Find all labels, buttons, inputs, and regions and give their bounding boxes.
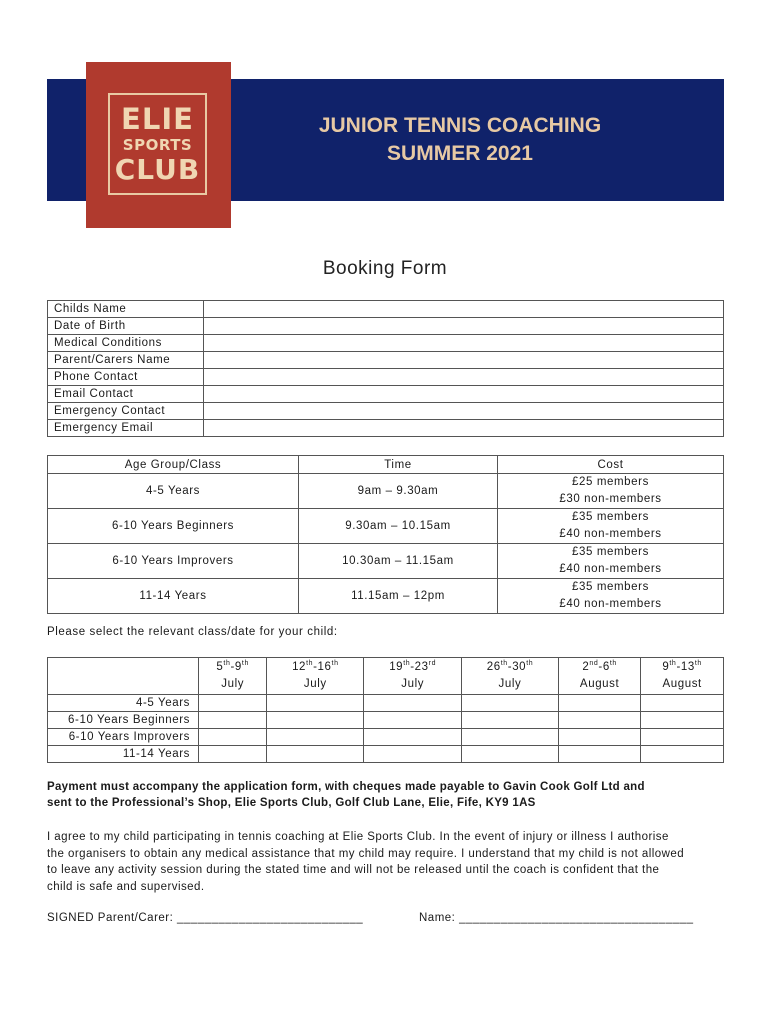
week-month: July (498, 678, 522, 690)
details-row (48, 318, 724, 335)
date-select-cell[interactable] (267, 746, 364, 763)
payment-line: sent to the Professional’s Shop, Elie Sports Club, Golf Club Lane, Elie, Fife, KY9 1AS (47, 797, 536, 809)
logo-text-line2: SPORTS (122, 135, 193, 154)
banner-title (245, 112, 675, 168)
cost-row (48, 544, 724, 579)
cost-group-cell: 6-10 Years Improvers (48, 544, 299, 579)
details-label: Date of Birth (48, 318, 204, 335)
date-select-cell[interactable] (462, 712, 559, 729)
logo-text-line3: CLUB (114, 152, 201, 186)
week-start-suffix: nd (589, 660, 599, 668)
week-end: 9 (234, 661, 242, 673)
week-end-suffix: th (526, 660, 534, 668)
cost-price-cell (498, 544, 724, 579)
week-end-suffix: rd (428, 660, 437, 668)
signed-field[interactable]: SIGNED Parent/Carer: ___________________________ (47, 912, 364, 924)
week-end: 13 (680, 661, 695, 673)
details-row (48, 335, 724, 352)
date-select-cell[interactable] (267, 712, 364, 729)
details-input-cell[interactable] (204, 318, 724, 335)
date-row (48, 729, 724, 746)
week-range: 2nd-6th (582, 660, 617, 673)
date-select-cell[interactable] (364, 695, 462, 712)
date-select-cell[interactable] (641, 746, 724, 763)
week-start-suffix: th (403, 660, 411, 668)
date-select-cell[interactable] (199, 746, 267, 763)
cost-header-row (48, 456, 724, 474)
details-label: Email Contact (48, 386, 204, 403)
date-row-label: 6-10 Years Improvers (48, 729, 199, 746)
week-header (199, 658, 267, 695)
cost-row (48, 474, 724, 509)
week-start: 12 (292, 661, 307, 673)
banner-title-line1: JUNIOR TENNIS COACHING (318, 114, 602, 137)
cost-row (48, 509, 724, 544)
week-end-suffix: th (331, 660, 339, 668)
cost-table (47, 455, 724, 614)
cost-non-members: £40 non-members (559, 563, 662, 575)
cost-members: £35 members (572, 546, 649, 558)
cost-header-group: Age Group/Class (48, 456, 299, 474)
details-label: Medical Conditions (48, 335, 204, 352)
form-title: Booking Form (322, 258, 448, 279)
details-input-cell[interactable] (204, 420, 724, 437)
week-end-suffix: th (241, 660, 249, 668)
details-row (48, 386, 724, 403)
date-select-cell[interactable] (558, 746, 640, 763)
week-end: 16 (317, 661, 332, 673)
date-header-row (48, 658, 724, 695)
details-input-cell[interactable] (204, 403, 724, 420)
date-select-cell[interactable] (199, 729, 267, 746)
cost-members: £35 members (572, 511, 649, 523)
date-select-cell[interactable] (364, 729, 462, 746)
date-select-cell[interactable] (558, 729, 640, 746)
details-input-cell[interactable] (204, 335, 724, 352)
name-field[interactable]: Name: __________________________________ (419, 912, 694, 924)
cost-price-cell (498, 579, 724, 614)
date-select-cell[interactable] (641, 695, 724, 712)
date-selection-table (47, 657, 724, 763)
date-row-label: 4-5 Years (48, 695, 199, 712)
date-select-cell[interactable] (199, 695, 267, 712)
details-row (48, 301, 724, 318)
week-month: July (401, 678, 425, 690)
cost-group-cell: 11-14 Years (48, 579, 299, 614)
details-row (48, 403, 724, 420)
cost-price-cell (498, 474, 724, 509)
cost-header-cost: Cost (498, 456, 724, 474)
details-row (48, 369, 724, 386)
cost-time-cell: 11.15am – 12pm (299, 579, 498, 614)
date-select-cell[interactable] (267, 729, 364, 746)
week-end: 30 (512, 661, 527, 673)
details-label: Phone Contact (48, 369, 204, 386)
week-range: 9th-13th (662, 660, 702, 673)
date-select-cell[interactable] (462, 729, 559, 746)
consent-line: I agree to my child participating in tennis coaching at Elie Sports Club. In the event of injury or illness I authorise (47, 831, 669, 843)
week-start: 5 (216, 661, 224, 673)
week-range: 5th-9th (216, 660, 249, 673)
cost-members: £25 members (572, 476, 649, 488)
cost-time-cell: 9am – 9.30am (299, 474, 498, 509)
logo-text-line1: ELIE (121, 101, 194, 136)
consent-line: the organisers to obtain any medical assistance that my child may require. I understand that my child is not allowed (47, 847, 685, 860)
details-table (47, 300, 724, 437)
date-select-cell[interactable] (641, 729, 724, 746)
cost-time-cell: 10.30am – 11.15am (299, 544, 498, 579)
details-input-cell[interactable] (204, 352, 724, 369)
consent-line: child is safe and supervised. (47, 880, 205, 893)
date-select-cell[interactable] (267, 695, 364, 712)
week-header (267, 658, 364, 695)
consent-text (47, 829, 737, 895)
payment-note (47, 779, 737, 811)
date-row (48, 712, 724, 729)
date-select-cell[interactable] (199, 712, 267, 729)
week-end: 23 (414, 661, 429, 673)
week-start: 2 (582, 661, 590, 673)
week-header (462, 658, 559, 695)
week-header (364, 658, 462, 695)
details-row (48, 420, 724, 437)
cost-non-members: £40 non-members (559, 528, 662, 540)
date-row-label: 11-14 Years (48, 746, 199, 763)
details-label: Emergency Contact (48, 403, 204, 420)
details-input-cell[interactable] (204, 301, 724, 318)
week-header (641, 658, 724, 695)
date-header-corner (48, 658, 199, 695)
cost-non-members: £40 non-members (559, 598, 662, 610)
instruction-text: Please select the relevant class/date for your child: (47, 626, 338, 638)
week-start-suffix: th (500, 660, 508, 668)
week-end: 6 (602, 661, 610, 673)
cost-group-cell: 6-10 Years Beginners (48, 509, 299, 544)
date-select-cell[interactable] (462, 746, 559, 763)
week-month: August (662, 678, 702, 690)
cost-group-cell: 4-5 Years (48, 474, 299, 509)
week-month: July (221, 678, 245, 690)
cost-price-cell (498, 509, 724, 544)
date-select-cell[interactable] (462, 695, 559, 712)
week-start: 19 (389, 661, 404, 673)
cost-members: £35 members (572, 581, 649, 593)
week-end-suffix: th (609, 660, 617, 668)
details-label: Parent/Carers Name (48, 352, 204, 369)
details-label: Emergency Email (48, 420, 204, 437)
date-select-cell[interactable] (558, 695, 640, 712)
logo-frame (108, 93, 207, 195)
cost-row (48, 579, 724, 614)
payment-line: Payment must accompany the application form, with cheques made payable to Gavin Cook Golf Ltd and (47, 781, 645, 793)
week-start-suffix: th (306, 660, 314, 668)
week-month: July (303, 678, 327, 690)
club-logo (86, 62, 231, 228)
banner-title-line2: SUMMER 2021 (387, 142, 533, 165)
date-select-cell[interactable] (641, 712, 724, 729)
week-start: 26 (486, 661, 501, 673)
consent-line: to leave any activity session during the stated time and will not be released until the coach is confident that the (47, 864, 660, 876)
date-row-label: 6-10 Years Beginners (48, 712, 199, 729)
week-range: 19th-23rd (389, 660, 437, 673)
week-range: 26th-30th (486, 660, 534, 673)
date-select-cell[interactable] (558, 712, 640, 729)
date-select-cell[interactable] (364, 712, 462, 729)
week-start-suffix: th (669, 660, 677, 668)
week-start: 9 (662, 661, 670, 673)
week-end-suffix: th (694, 660, 702, 668)
week-month: August (579, 678, 620, 690)
week-start-suffix: th (223, 660, 231, 668)
date-select-cell[interactable] (364, 746, 462, 763)
cost-time-cell: 9.30am – 10.15am (299, 509, 498, 544)
week-header (558, 658, 640, 695)
week-range: 12th-16th (292, 660, 339, 673)
details-label: Childs Name (48, 301, 204, 318)
cost-non-members: £30 non-members (559, 493, 662, 505)
date-row (48, 746, 724, 763)
date-row (48, 695, 724, 712)
details-input-cell[interactable] (204, 369, 724, 386)
details-input-cell[interactable] (204, 386, 724, 403)
cost-header-time: Time (299, 456, 498, 474)
details-row (48, 352, 724, 369)
